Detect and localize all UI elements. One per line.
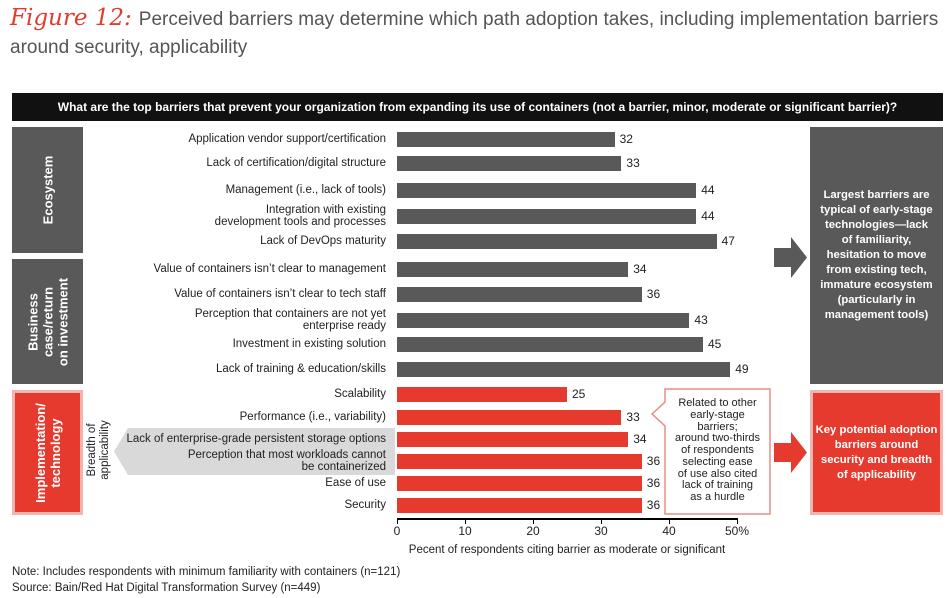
breadth-of-applicability-label: Breadth of applicability: [86, 420, 111, 480]
value-label-10: 49: [735, 362, 749, 376]
takeaway-box-implementation: [810, 390, 943, 515]
category-label-2: Lack of certification/digital structure: [206, 157, 386, 169]
bar-11: [397, 387, 567, 402]
bar-15: [397, 476, 642, 491]
value-label-1: 32: [619, 132, 633, 146]
bar-9: [397, 337, 703, 352]
takeaway-box-ecosystem: [810, 127, 943, 384]
x-tick-label-5: 50%: [724, 524, 750, 538]
value-label-5: 47: [721, 234, 735, 248]
category-label-12: Performance (i.e., variability): [239, 411, 386, 423]
arrow-right-gray-shape: [774, 237, 807, 278]
group-label-ecosystem: Ecosystem: [40, 155, 55, 225]
value-label-15: 36: [646, 476, 661, 490]
x-tick-label-2: 20: [526, 524, 540, 538]
footnote-note: Note: Includes respondents with minimum familiarity with containers (n=121): [12, 566, 401, 578]
value-label-8: 43: [694, 313, 708, 327]
x-tick-label-0: 0: [393, 524, 401, 538]
group-label-implementation: Implementation/ technology: [32, 402, 63, 503]
x-axis-title: Pecent of respondents citing barrier as moderate or significant: [408, 544, 726, 556]
value-label-6: 34: [633, 262, 647, 276]
bar-3: [397, 183, 696, 198]
value-label-12: 33: [626, 410, 640, 424]
arrow-right-red-shape: [774, 432, 807, 473]
bar-5: [397, 234, 717, 249]
figure-title-text: Perceived barriers may determine which path adoption takes, including implementation barriers around security, applicability: [10, 9, 939, 58]
callout-container: [666, 389, 769, 513]
chart-question-header: What are the top barriers that prevent your organization from expanding its use of containers (not a barrier, minor, moderate or significant barrier)?: [12, 93, 943, 121]
footnote-source: Source: Bain/Red Hat Digital Transformation Survey (n=449): [12, 582, 321, 594]
category-label-13: Lack of enterprise-grade persistent storage options: [126, 433, 386, 445]
value-label-9: 45: [708, 337, 722, 351]
category-label-7: Value of containers isn’t clear to tech staff: [174, 288, 386, 300]
bar-2: [397, 156, 621, 171]
value-label-13: 34: [633, 432, 647, 446]
takeaway-text-ecosystem: Largest barriers are typical of early-stage technologies—lack of familiarity, hesitation to move from existing tech, immature ecosystem (particularly in management tools): [820, 189, 933, 321]
category-label-3: Management (i.e., lack of tools): [225, 184, 386, 196]
x-axis-line: [397, 518, 738, 520]
bar-10: [397, 362, 730, 377]
group-label-business-case: Business case/return on investment: [25, 277, 70, 366]
category-label-10: Lack of training & education/skills: [215, 363, 386, 375]
bar-7: [397, 287, 642, 302]
value-label-4: 44: [701, 209, 715, 223]
category-label-16: Security: [344, 499, 386, 511]
value-label-2: 33: [626, 156, 640, 170]
category-label-8: Perception that containers are not yet enterprise ready: [194, 308, 386, 332]
bar-12: [397, 410, 621, 425]
category-label-5: Lack of DevOps maturity: [260, 235, 386, 247]
value-label-16: 36: [646, 498, 661, 512]
bar-16: [397, 498, 642, 513]
bar-14: [397, 454, 642, 469]
value-label-11: 25: [572, 387, 586, 401]
bar-4: [397, 209, 696, 224]
category-label-9: Investment in existing solution: [232, 338, 386, 350]
category-label-15: Ease of use: [325, 477, 386, 489]
arrow-right-red-icon: [774, 432, 808, 473]
category-label-6: Value of containers isn’t clear to management: [153, 263, 386, 275]
value-label-3: 44: [701, 183, 715, 197]
category-label-1: Application vendor support/certification: [188, 133, 386, 145]
takeaway-text-implementation: Key potential adoption barriers around security and breadth of applicability: [815, 423, 938, 481]
x-tick-label-1: 10: [458, 524, 472, 538]
x-tick-label-3: 30: [594, 524, 608, 538]
bar-8: [397, 313, 689, 328]
figure-label: Figure 12:: [10, 5, 132, 31]
category-label-4: Integration with existing development tools and processes: [214, 204, 386, 228]
callout-text: Related to other early-stage barriers; around two-thirds of respondents selecting ease of use also cited lack of training as a hurdle: [675, 396, 760, 504]
arrow-right-gray-icon: [774, 237, 808, 278]
x-tick-label-4: 40: [662, 524, 676, 538]
bar-1: [397, 132, 615, 147]
bar-6: [397, 262, 628, 277]
category-label-14: Perception that most workloads cannot be containerized: [187, 449, 386, 473]
value-label-14: 36: [646, 454, 661, 468]
category-label-11: Scalability: [334, 388, 386, 400]
bar-13: [397, 432, 628, 447]
value-label-7: 36: [646, 287, 661, 301]
